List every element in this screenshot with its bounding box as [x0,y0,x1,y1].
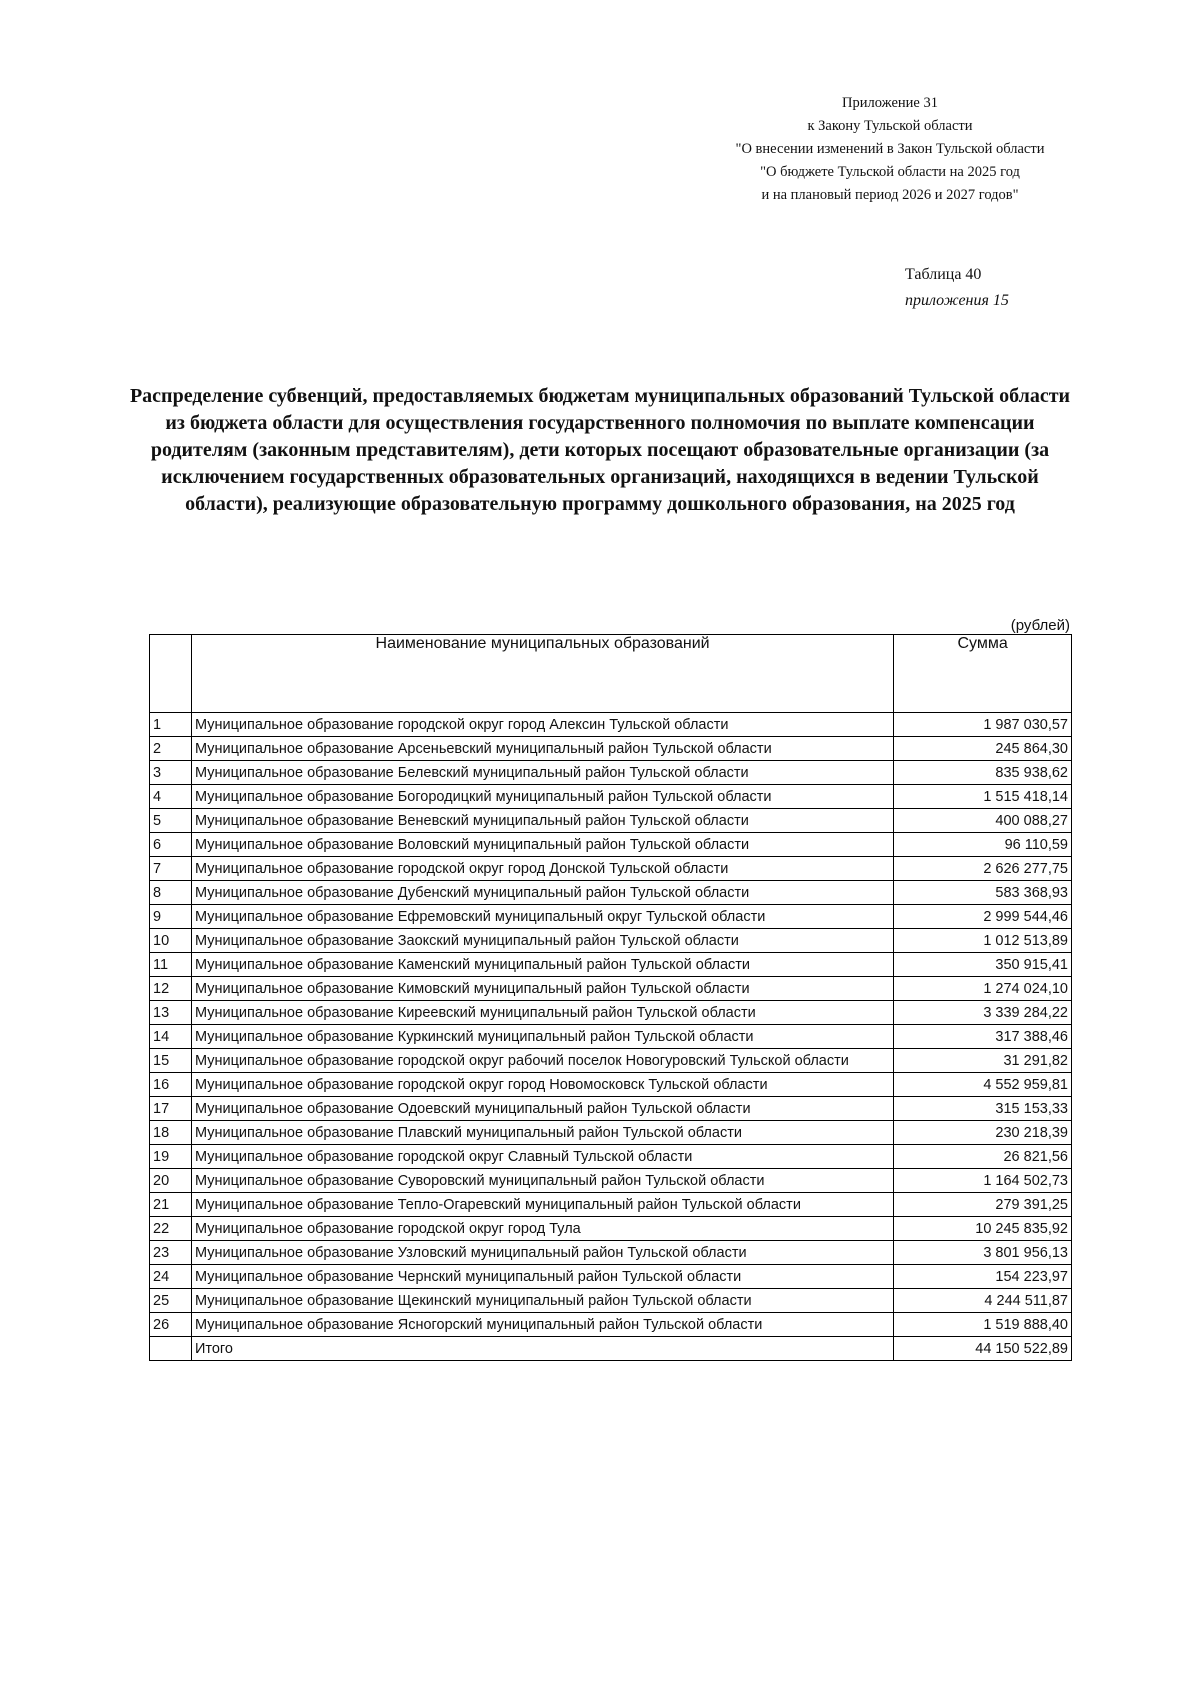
header-number-cell [150,635,192,713]
row-name: Муниципальное образование городской округ город Новомосковск Тульской области [191,1073,893,1097]
row-sum: 1 012 513,89 [894,929,1072,953]
table-row [150,1193,1072,1217]
row-name: Муниципальное образование Одоевский муниципальный район Тульской области [191,1097,893,1121]
table-row [150,905,1072,929]
table-row [150,1145,1072,1169]
row-sum: 1 164 502,73 [894,1169,1072,1193]
row-number: 24 [150,1265,192,1289]
row-number: 25 [150,1289,192,1313]
table-row [150,1169,1072,1193]
table-row [150,1241,1072,1265]
appendix-header [690,92,1090,207]
row-sum: 400 088,27 [894,809,1072,833]
row-number: 18 [150,1121,192,1145]
row-number: 15 [150,1049,192,1073]
row-number: 3 [150,761,192,785]
row-number: 14 [150,1025,192,1049]
table-row [150,1001,1072,1025]
row-number: 13 [150,1001,192,1025]
table-row [150,953,1072,977]
table-row [150,1313,1072,1337]
row-number: 23 [150,1241,192,1265]
table-row [150,1025,1072,1049]
row-sum: 154 223,97 [894,1265,1072,1289]
row-number: 19 [150,1145,192,1169]
row-number: 21 [150,1193,192,1217]
row-name: Муниципальное образование городской округ рабочий поселок Новогуровский Тульской области [191,1049,893,1073]
row-name: Муниципальное образование Дубенский муниципальный район Тульской области [191,881,893,905]
row-name: Муниципальное образование Тепло-Огаревский муниципальный район Тульской области [191,1193,893,1217]
table-row [150,977,1072,1001]
row-number: 26 [150,1313,192,1337]
row-name: Муниципальное образование городской округ город Алексин Тульской области [191,713,893,737]
row-name: Муниципальное образование Щекинский муниципальный район Тульской области [191,1289,893,1313]
document-title: Распределение субвенций, предоставляемых бюджетам муниципальных образований Тульской области из бюджета области для осуществления государственного полномочия по выплате компенсации родителям (законным представителям), дети которых посещают образовательные организации (за исключением государственных образовательных организаций, находящихся в ведении Тульской области), реализующие образовательную программу дошкольного образования, на 2025 год [129,385,1071,515]
row-name: Муниципальное образование городской округ Славный Тульской области [191,1145,893,1169]
table-row [150,833,1072,857]
header-line: и на плановый период 2026 и 2027 годов" [761,187,1019,203]
row-sum: 279 391,25 [894,1193,1072,1217]
row-sum: 245 864,30 [894,737,1072,761]
row-sum: 315 153,33 [894,1097,1072,1121]
header-line: "О бюджете Тульской области на 2025 год [760,164,1020,180]
row-sum: 26 821,56 [894,1145,1072,1169]
table-row [150,881,1072,905]
row-sum: 230 218,39 [894,1121,1072,1145]
row-sum: 1 515 418,14 [894,785,1072,809]
units-label: (рублей) [1010,617,1070,634]
row-name: Муниципальное образование Кимовский муниципальный район Тульской области [191,977,893,1001]
row-name: Муниципальное образование Ефремовский муниципальный округ Тульской области [191,905,893,929]
row-name: Муниципальное образование Чернский муниципальный район Тульской области [191,1265,893,1289]
row-number: 5 [150,809,192,833]
row-number: 16 [150,1073,192,1097]
row-number: 2 [150,737,192,761]
table-number: Таблица 40 [905,266,982,283]
table-reference [905,262,1105,314]
row-sum: 2 626 277,75 [894,857,1072,881]
row-name: Муниципальное образование Арсеньевский муниципальный район Тульской области [191,737,893,761]
row-sum: 583 368,93 [894,881,1072,905]
appendix-number: приложения 15 [905,292,1009,309]
table-row [150,785,1072,809]
table-row [150,929,1072,953]
row-sum: 1 519 888,40 [894,1313,1072,1337]
row-number: 12 [150,977,192,1001]
row-name: Муниципальное образование городской округ город Донской Тульской области [191,857,893,881]
table-row [150,1049,1072,1073]
row-sum: 317 388,46 [894,1025,1072,1049]
row-name: Муниципальное образование Суворовский муниципальный район Тульской области [191,1169,893,1193]
row-number: 8 [150,881,192,905]
row-sum: 4 244 511,87 [894,1289,1072,1313]
distribution-table [149,634,1072,1361]
row-number: 17 [150,1097,192,1121]
row-sum: 835 938,62 [894,761,1072,785]
total-sum: 44 150 522,89 [894,1337,1072,1361]
row-sum: 10 245 835,92 [894,1217,1072,1241]
row-number: 10 [150,929,192,953]
row-sum: 4 552 959,81 [894,1073,1072,1097]
row-sum: 1 274 024,10 [894,977,1072,1001]
header-line: Приложение 31 [842,95,938,111]
total-number-cell [150,1337,192,1361]
row-name: Муниципальное образование Веневский муниципальный район Тульской области [191,809,893,833]
row-sum: 2 999 544,46 [894,905,1072,929]
header-name-cell: Наименование муниципальных образований [191,635,893,713]
total-label: Итого [191,1337,893,1361]
table-row [150,713,1072,737]
table-row [150,809,1072,833]
table-row [150,1217,1072,1241]
row-name: Муниципальное образование Ясногорский муниципальный район Тульской области [191,1313,893,1337]
row-name: Муниципальное образование Заокский муниципальный район Тульской области [191,929,893,953]
row-sum: 3 801 956,13 [894,1241,1072,1265]
row-name: Муниципальное образование Воловский муниципальный район Тульской области [191,833,893,857]
row-name: Муниципальное образование Каменский муниципальный район Тульской области [191,953,893,977]
row-number: 20 [150,1169,192,1193]
table-row [150,857,1072,881]
row-number: 7 [150,857,192,881]
row-sum: 31 291,82 [894,1049,1072,1073]
row-sum: 1 987 030,57 [894,713,1072,737]
table-row [150,737,1072,761]
row-number: 11 [150,953,192,977]
row-name: Муниципальное образование Узловский муниципальный район Тульской области [191,1241,893,1265]
row-name: Муниципальное образование городской округ город Тула [191,1217,893,1241]
row-name: Муниципальное образование Киреевский муниципальный район Тульской области [191,1001,893,1025]
row-number: 6 [150,833,192,857]
row-sum: 3 339 284,22 [894,1001,1072,1025]
row-number: 1 [150,713,192,737]
row-name: Муниципальное образование Куркинский муниципальный район Тульской области [191,1025,893,1049]
table-row [150,1097,1072,1121]
row-name: Муниципальное образование Белевский муниципальный район Тульской области [191,761,893,785]
row-sum: 96 110,59 [894,833,1072,857]
row-number: 4 [150,785,192,809]
table-row [150,1073,1072,1097]
header-line: к Закону Тульской области [807,118,973,134]
row-name: Муниципальное образование Богородицкий муниципальный район Тульской области [191,785,893,809]
header-line: "О внесении изменений в Закон Тульской области [735,141,1045,157]
header-sum-cell: Сумма [894,635,1072,713]
row-name: Муниципальное образование Плавский муниципальный район Тульской области [191,1121,893,1145]
row-sum: 350 915,41 [894,953,1072,977]
table-row [150,1289,1072,1313]
row-number: 9 [150,905,192,929]
table-row [150,1121,1072,1145]
table-header-row [150,635,1072,713]
row-number: 22 [150,1217,192,1241]
table-row [150,761,1072,785]
table-row [150,1265,1072,1289]
total-row [150,1337,1072,1361]
